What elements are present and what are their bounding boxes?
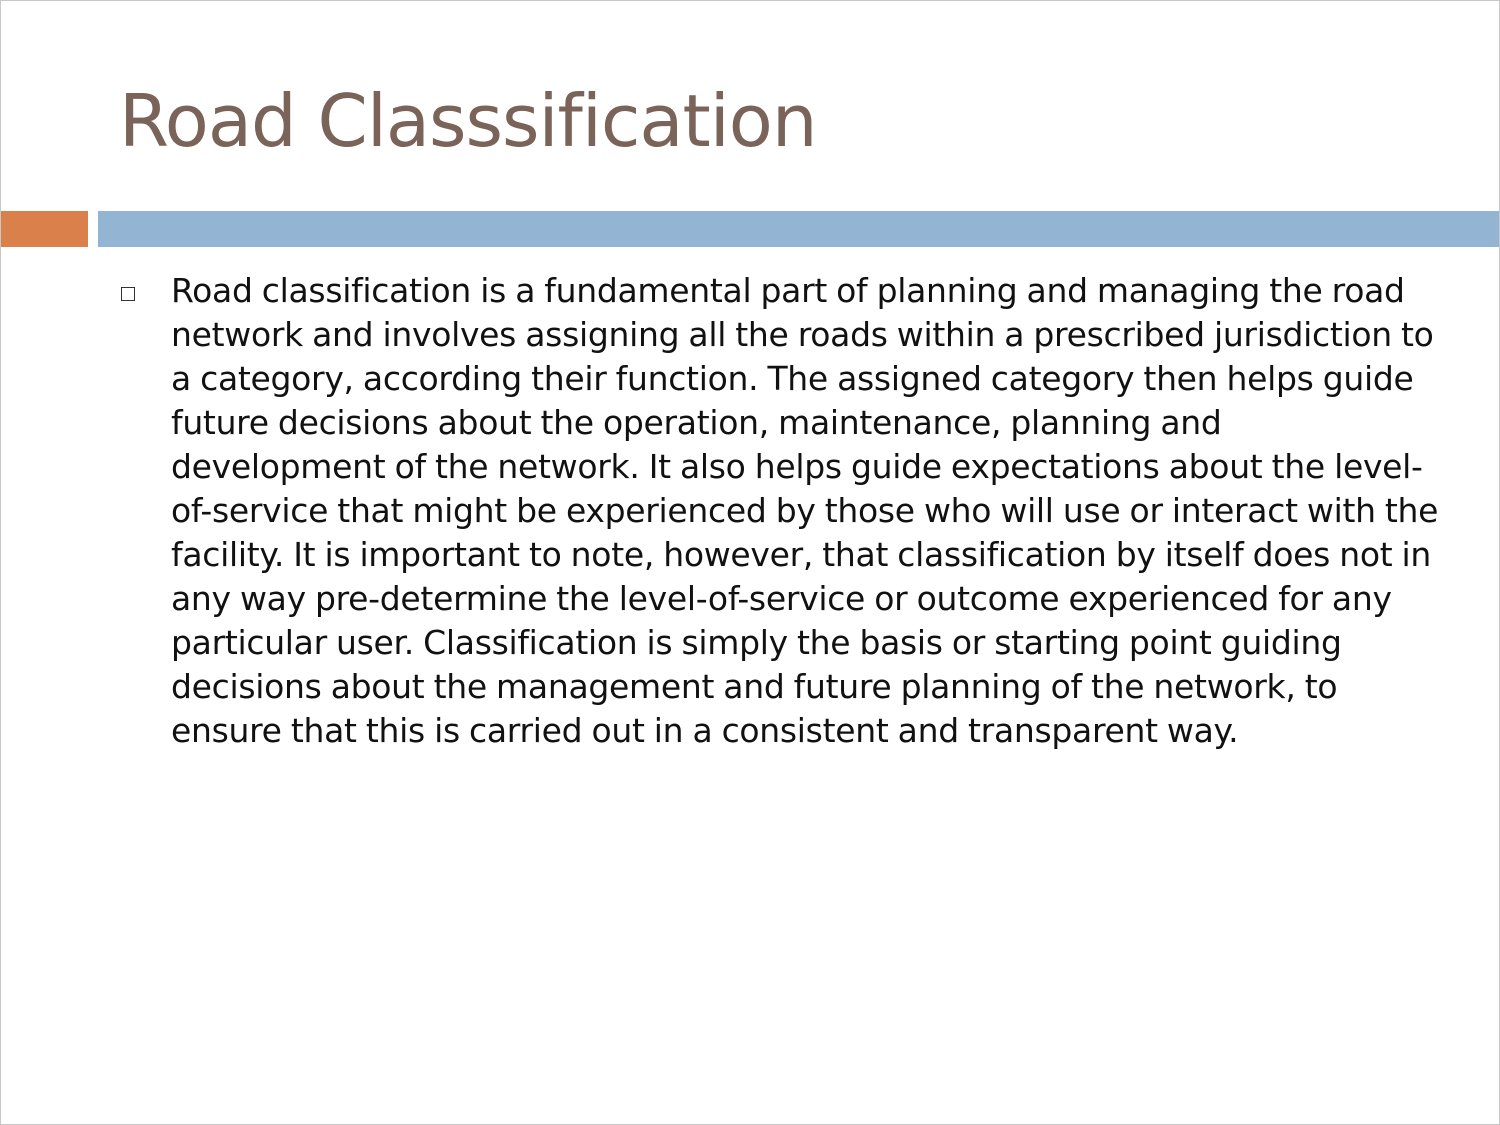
accent-bar	[1, 211, 88, 247]
bullet-text: Road classification is a fundamental part of planning and managing the road network and involves assigning all the roads within a prescribed jurisdiction to a category, according their function. The assigned category then helps guide future decisions about the operation, maintenance, planning and development of the network. It also helps guide expectations about the level-of-service that might be experienced by those who will use or interact with the facility. It is important to note, however, that classification by itself does not in any way pre-determine the level-of-service or outcome experienced for any particular user. Classification is simply the basis or starting point guiding decisions about the management and future planning of the network, to ensure that this is carried out in a consistent and transparent way.	[171, 271, 1439, 750]
bullet-list	[119, 269, 1439, 753]
slide-title: Road Classsification	[119, 79, 817, 163]
title-divider-band	[98, 211, 1500, 247]
bullet-item	[119, 269, 1439, 753]
hollow-square-icon	[121, 287, 135, 301]
